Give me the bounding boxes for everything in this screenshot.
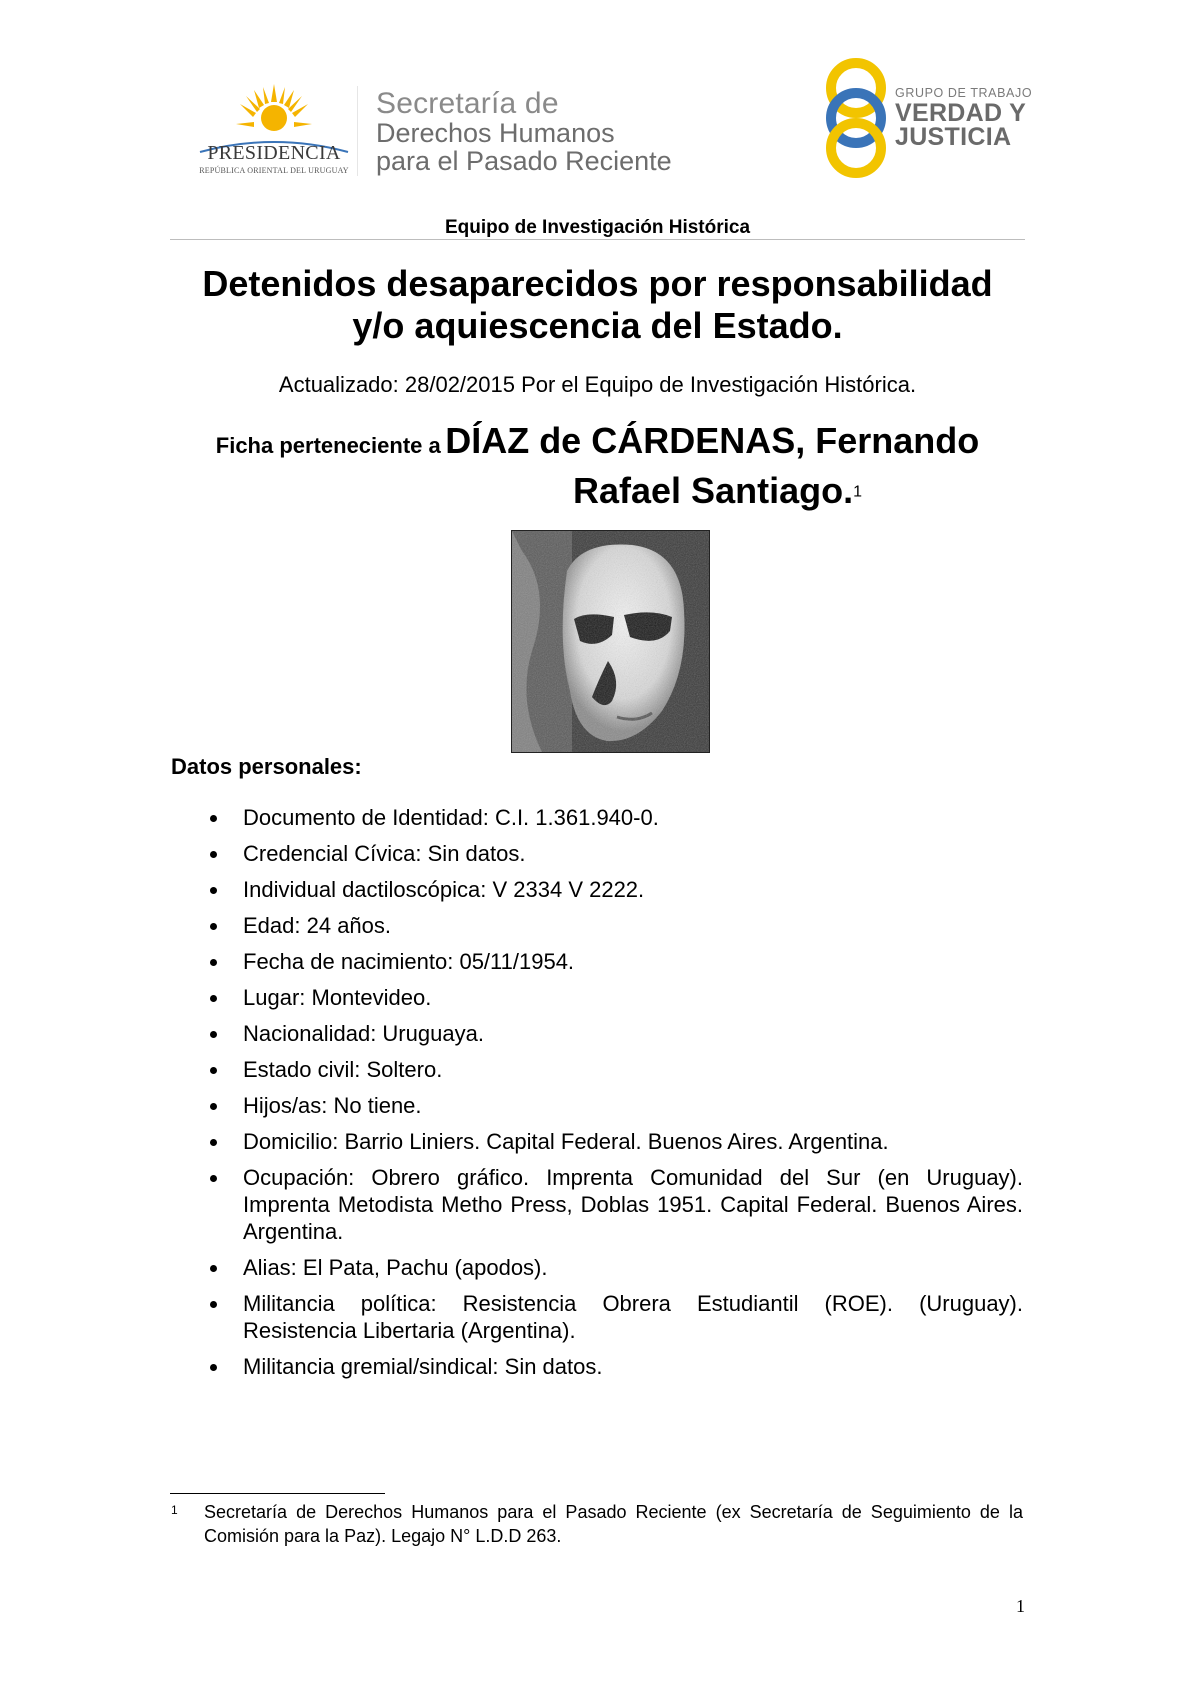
logo-divider	[357, 86, 358, 176]
list-item	[171, 912, 1023, 939]
document-title-line-2: y/o aquiescencia del Estado.	[352, 305, 843, 346]
team-heading: Equipo de Investigación Histórica	[444, 217, 751, 238]
footnote-separator	[170, 1493, 385, 1494]
list-item-text: Hijos/as: No tiene.	[243, 1093, 422, 1118]
footnote-reference[interactable]: 1	[853, 483, 862, 501]
list-item-text: Domicilio: Barrio Liniers. Capital Federal. Buenos Aires. Argentina.	[243, 1129, 889, 1154]
list-item	[171, 1056, 1023, 1083]
footnote-text: Secretaría de Derechos Humanos para el Pasado Reciente (ex Secretaría de Seguimiento de la Comisión para la Paz). Legajo N° L.D.D 263.	[204, 1502, 1023, 1546]
interlocked-rings-icon	[820, 56, 900, 182]
list-item	[171, 1092, 1023, 1119]
secretaria-line-2: Derechos Humanos	[376, 118, 615, 148]
list-item	[171, 1290, 1023, 1344]
presidencia-subtitle: REPÚBLICA ORIENTAL DEL URUGUAY	[199, 166, 349, 175]
portrait-photo	[511, 530, 710, 753]
bullet-icon	[210, 851, 217, 858]
bullet-icon	[210, 995, 217, 1002]
ficha-heading	[170, 420, 1025, 520]
list-item-text: Fecha de nacimiento: 05/11/1954.	[243, 949, 575, 974]
personal-data-list	[171, 804, 1023, 1389]
list-item-text: Edad: 24 años.	[243, 913, 392, 938]
footnote	[170, 1500, 1023, 1548]
footnote-number: 1	[171, 1503, 178, 1517]
list-item-text: Lugar: Montevideo.	[243, 985, 432, 1010]
list-item	[171, 804, 1023, 831]
list-item-text: Individual dactiloscópica: V 2334 V 2222.	[243, 877, 645, 902]
presidencia-title: PRESIDENCIA	[207, 142, 341, 164]
grupo-de-trabajo-label: GRUPO DE TRABAJO	[895, 86, 1033, 100]
secretaria-line-3: para el Pasado Reciente	[376, 146, 672, 176]
secretaria-logo-text	[376, 88, 672, 175]
list-item-text: Militancia política: Resistencia Obrera Estudiantil (ROE). (Uruguay). Resistencia Libertaria (Argentina).	[243, 1291, 1023, 1343]
person-name-line-2: Rafael Santiago.	[573, 470, 854, 511]
list-item-text: Militancia gremial/sindical: Sin datos.	[243, 1354, 603, 1379]
bullet-icon	[210, 1175, 217, 1182]
bullet-icon	[210, 1364, 217, 1371]
verdad-label: VERDAD Y	[895, 99, 1027, 127]
document-title	[170, 263, 1025, 347]
bullet-icon	[210, 815, 217, 822]
document-title-line-1: Detenidos desaparecidos por responsabilidad	[202, 263, 993, 304]
list-item-text: Alias: El Pata, Pachu (apodos).	[243, 1255, 548, 1280]
list-item	[171, 1353, 1023, 1380]
bullet-icon	[210, 887, 217, 894]
list-item	[171, 1020, 1023, 1047]
verdad-justicia-logo	[820, 56, 1033, 182]
bullet-icon	[210, 1301, 217, 1308]
list-item	[171, 948, 1023, 975]
list-item-text: Ocupación: Obrero gráfico. Imprenta Comunidad del Sur (en Uruguay). Imprenta Metodista Metho Press, Doblas 1951. Capital Federal. Buenos Aires. Argentina.	[243, 1165, 1023, 1244]
list-item-text: Nacionalidad: Uruguaya.	[243, 1021, 484, 1046]
list-item	[171, 840, 1023, 867]
list-item	[171, 1164, 1023, 1245]
header-rule	[170, 239, 1025, 240]
justicia-label: JUSTICIA	[895, 123, 1012, 151]
portrait-image	[512, 531, 709, 752]
bullet-icon	[210, 1139, 217, 1146]
list-item	[171, 984, 1023, 1011]
bullet-icon	[210, 1031, 217, 1038]
list-item	[171, 1254, 1023, 1281]
list-item-text: Documento de Identidad: C.I. 1.361.940-0.	[243, 805, 659, 830]
bullet-icon	[210, 1067, 217, 1074]
person-name-line-1: DÍAZ de CÁRDENAS, Fernando	[445, 420, 980, 461]
presidencia-logo	[198, 82, 350, 178]
bullet-icon	[210, 1103, 217, 1110]
list-item	[171, 876, 1023, 903]
ficha-prefix: Ficha perteneciente a	[215, 433, 441, 458]
bullet-icon	[210, 923, 217, 930]
bullet-icon	[210, 959, 217, 966]
list-item	[171, 1128, 1023, 1155]
list-item-text: Credencial Cívica: Sin datos.	[243, 841, 526, 866]
updated-line: Actualizado: 28/02/2015 Por el Equipo de Investigación Histórica.	[278, 372, 917, 397]
secretaria-line-1: Secretaría de	[376, 87, 559, 120]
section-datos-personales: Datos personales:	[171, 754, 362, 779]
bullet-icon	[210, 1265, 217, 1272]
page-number: 1	[1016, 1596, 1025, 1616]
list-item-text: Estado civil: Soltero.	[243, 1057, 443, 1082]
